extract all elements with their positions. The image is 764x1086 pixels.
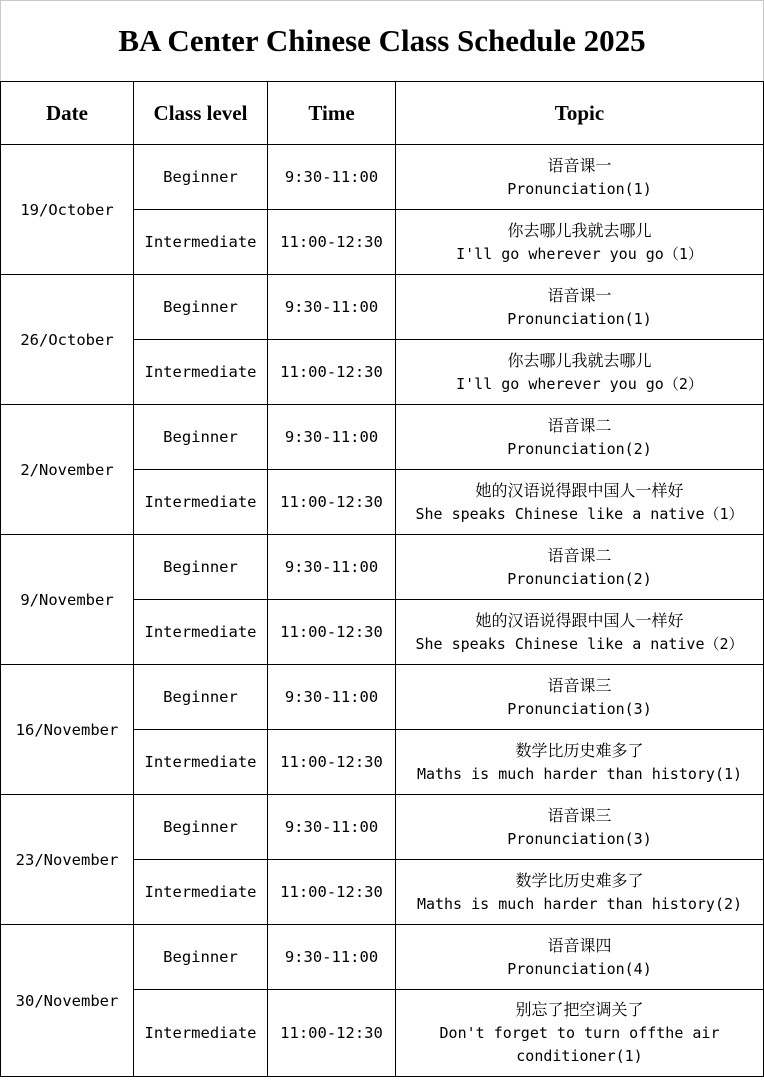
class-topic [396, 925, 764, 990]
table-row [1, 535, 764, 600]
table-row [1, 795, 764, 860]
topic-chinese: 数学比历史难多了 [515, 870, 644, 890]
class-time: 11:00-12:30 [268, 600, 396, 665]
topic-chinese: 语音课一 [547, 155, 612, 175]
session-date: 26/October [1, 275, 134, 405]
topic-chinese: 你去哪儿我就去哪儿 [507, 220, 652, 240]
topic-chinese: 语音课四 [547, 935, 612, 955]
table-row [1, 925, 764, 990]
table-row [1, 665, 764, 730]
topic-english: Pronunciation(3) [507, 829, 652, 848]
topic-english: Maths is much harder than history(1) [416, 764, 743, 783]
class-topic [396, 470, 764, 535]
class-topic [396, 860, 764, 925]
session-date: 23/November [1, 795, 134, 925]
topic-english: Pronunciation(4) [507, 959, 652, 978]
class-level: Intermediate [134, 860, 268, 925]
header-time: Time [268, 82, 396, 145]
table-row [1, 275, 764, 340]
session-date: 30/November [1, 925, 134, 1077]
session-date: 2/November [1, 405, 134, 535]
class-level: Intermediate [134, 340, 268, 405]
header-date: Date [1, 82, 134, 145]
topic-english: I'll go wherever you go（2） [456, 374, 703, 393]
class-time: 11:00-12:30 [268, 470, 396, 535]
class-time: 11:00-12:30 [268, 340, 396, 405]
class-time: 9:30-11:00 [268, 665, 396, 730]
class-topic [396, 405, 764, 470]
header-row [1, 82, 764, 145]
class-level: Beginner [134, 275, 268, 340]
topic-chinese: 语音课三 [547, 675, 612, 695]
class-level: Intermediate [134, 470, 268, 535]
class-level: Intermediate [134, 600, 268, 665]
table-row [1, 145, 764, 210]
topic-english: Pronunciation(2) [507, 439, 652, 458]
header-topic: Topic [396, 82, 764, 145]
class-time: 9:30-11:00 [268, 535, 396, 600]
topic-chinese: 她的汉语说得跟中国人一样好 [475, 480, 684, 500]
session-date: 19/October [1, 145, 134, 275]
class-topic [396, 600, 764, 665]
topic-chinese: 她的汉语说得跟中国人一样好 [475, 610, 684, 630]
schedule-table [0, 81, 764, 1077]
topic-english: Pronunciation(1) [507, 309, 652, 328]
class-topic [396, 145, 764, 210]
class-time: 11:00-12:30 [268, 730, 396, 795]
header-class-level: Class level [134, 82, 268, 145]
class-level: Beginner [134, 535, 268, 600]
topic-chinese: 你去哪儿我就去哪儿 [507, 350, 652, 370]
class-time: 9:30-11:00 [268, 145, 396, 210]
table-row [1, 405, 764, 470]
class-time: 9:30-11:00 [268, 405, 396, 470]
class-topic [396, 730, 764, 795]
topic-chinese: 语音课三 [547, 805, 612, 825]
class-level: Beginner [134, 405, 268, 470]
class-level: Beginner [134, 665, 268, 730]
class-level: Beginner [134, 795, 268, 860]
class-time: 9:30-11:00 [268, 275, 396, 340]
class-level: Intermediate [134, 990, 268, 1077]
class-topic [396, 990, 764, 1077]
class-time: 11:00-12:30 [268, 990, 396, 1077]
topic-english: I'll go wherever you go（1） [456, 244, 703, 263]
class-time: 9:30-11:00 [268, 925, 396, 990]
class-topic [396, 210, 764, 275]
class-topic [396, 665, 764, 730]
topic-chinese: 语音课二 [547, 545, 612, 565]
class-topic [396, 340, 764, 405]
class-time: 11:00-12:30 [268, 210, 396, 275]
topic-english: Pronunciation(1) [507, 179, 652, 198]
topic-chinese: 语音课一 [547, 285, 612, 305]
class-topic [396, 535, 764, 600]
topic-english: Pronunciation(3) [507, 699, 652, 718]
topic-english: Pronunciation(2) [507, 569, 652, 588]
session-date: 16/November [1, 665, 134, 795]
topic-english: Don't forget to turn offthe air conditioner(1) [439, 1024, 720, 1065]
class-level: Beginner [134, 145, 268, 210]
topic-english: She speaks Chinese like a native（2） [415, 634, 744, 653]
topic-english: Maths is much harder than history(2) [416, 894, 743, 913]
class-topic [396, 275, 764, 340]
topic-chinese: 语音课二 [547, 415, 612, 435]
session-date: 9/November [1, 535, 134, 665]
topic-english: She speaks Chinese like a native（1） [415, 504, 744, 523]
class-topic [396, 795, 764, 860]
page-title: BA Center Chinese Class Schedule 2025 [0, 0, 764, 81]
class-level: Intermediate [134, 210, 268, 275]
class-level: Intermediate [134, 730, 268, 795]
topic-chinese: 数学比历史难多了 [515, 740, 644, 760]
topic-chinese: 别忘了把空调关了 [515, 1000, 644, 1019]
class-time: 9:30-11:00 [268, 795, 396, 860]
class-time: 11:00-12:30 [268, 860, 396, 925]
class-level: Beginner [134, 925, 268, 990]
